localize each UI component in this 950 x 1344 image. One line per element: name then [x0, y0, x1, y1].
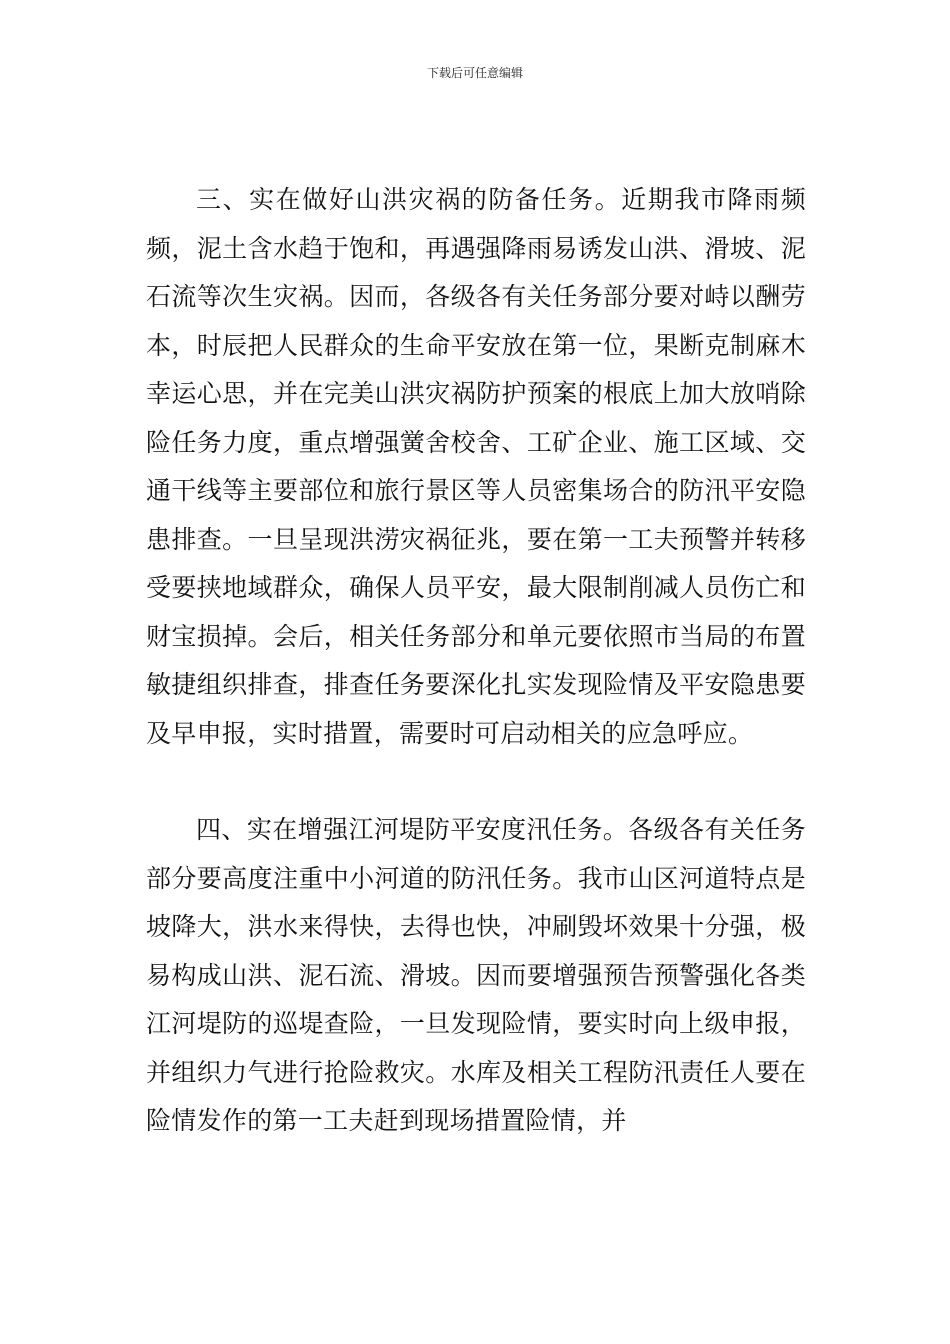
- paragraph-three: 三、实在做好山洪灾祸的防备任务。近期我市降雨频频，泥土含水趋于饱和，再遇强降雨易诱发山洪、滑坡、泥石流等次生灾祸。因而，各级各有关任务部分要对峙以酬劳本，时辰把人民群众的生命平安放在第一位，果断克制麻木幸运心思，并在完美山洪灾祸防护预案的根底上加大放哨除险任务力度，重点增强黉舍校舍、工矿企业、施工区域、交通干线等主要部位和旅行景区等人员密集场合的防汛平安隐患排查。一旦呈现洪涝灾祸征兆，要在第一工夫预警并转移受要挟地域群众，确保人员平安，最大限制削减人员伤亡和财宝损掉。会后，相关任务部分和单元要依照市当局的布置敏捷组织排查，排查任务要深化扎实发现险情及平安隐患要及早申报，实时措置，需要时可启动相关的应急呼应。: [146, 185, 806, 748]
- paragraph-four: 四、实在增强江河堤防平安度汛任务。各级各有关任务部分要高度注重中小河道的防汛任务。我市山区河道特点是坡降大，洪水来得快，去得也快，冲刷毁坏效果十分强，极易构成山洪、泥石流、滑坡。因而要增强预告预警强化各类江河堤防的巡堤查险，一旦发现险情，要实时向上级申报，并组织力气进行抢险救灾。水库及相关工程防汛责任人要在险情发作的第一工夫赶到现场措置险情，并: [146, 815, 806, 1135]
- document-body: [146, 176, 806, 1146]
- page-header: 下载后可任意编辑: [426, 66, 523, 80]
